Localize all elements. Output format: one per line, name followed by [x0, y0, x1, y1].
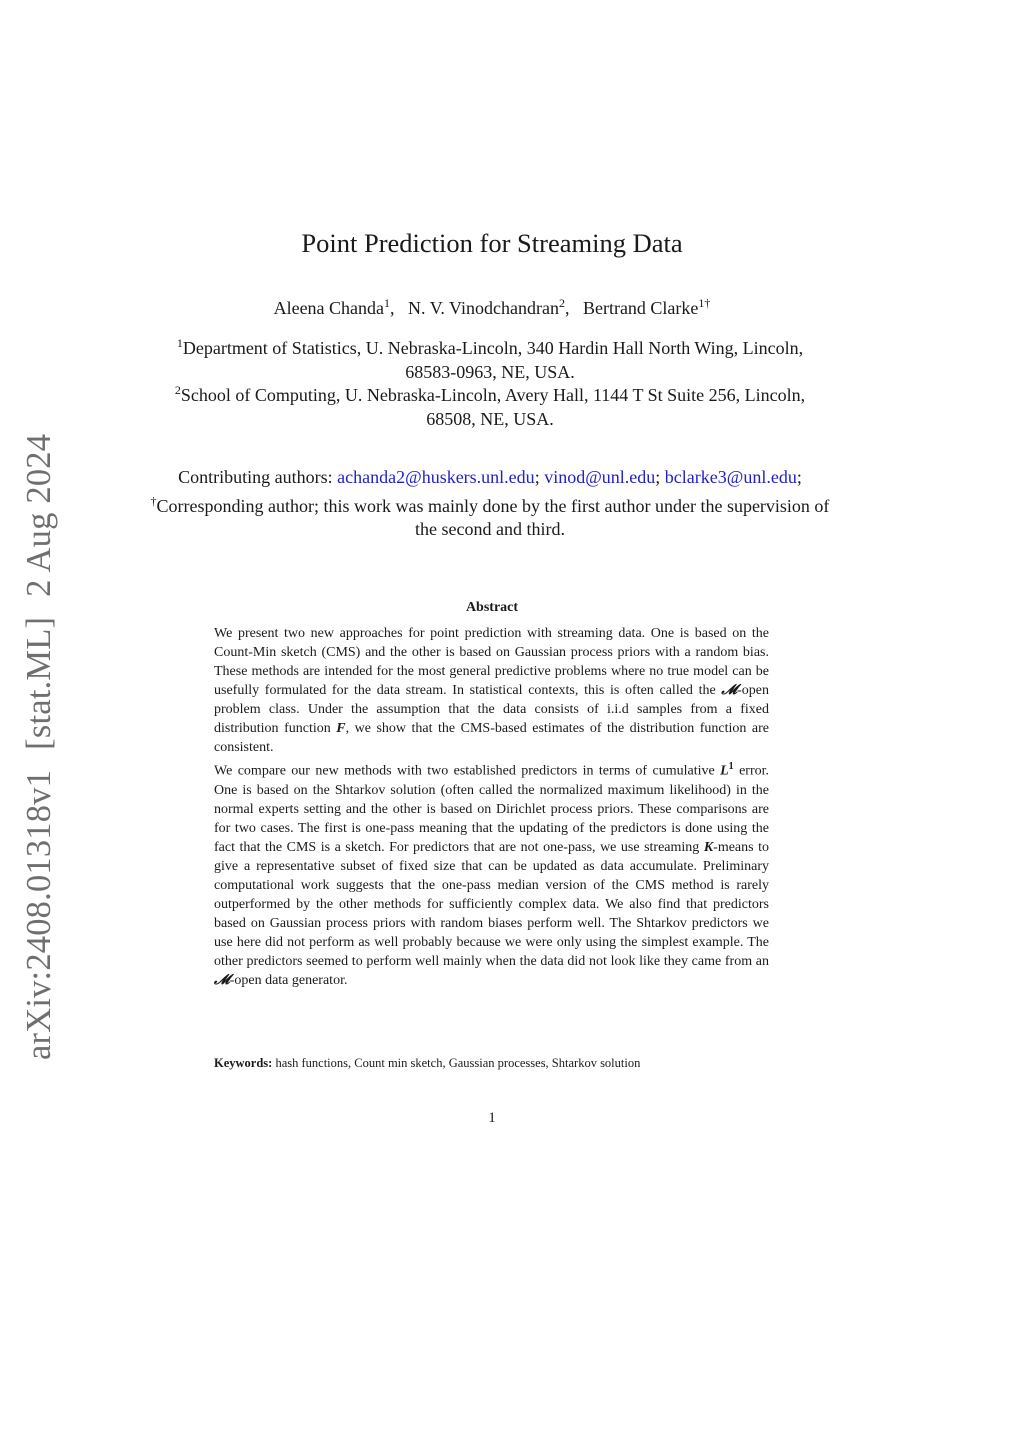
- affiliation-1: [150, 332, 830, 384]
- m-open-symbol: 𝓜: [214, 972, 230, 988]
- paper-title: Point Prediction for Streaming Data: [301, 228, 683, 258]
- arxiv-side-stamp: [20, 434, 59, 1060]
- author-name: Bertrand Clarke: [582, 298, 699, 318]
- affiliation-mark: 2: [174, 383, 181, 397]
- author-mark: 2: [558, 296, 565, 310]
- author-name: N. V. Vinodchandran: [408, 298, 559, 318]
- l1-superscript: 1: [728, 761, 734, 772]
- abstract-body: [214, 624, 769, 990]
- author-list: Aleena Chanda$^1$, N. V. Vinodchandran$^2$, Bertrand Clarke$^{1\dagger}$: [273, 296, 711, 318]
- abstract-text: error. One is based on the Shtarkov solution (often called the normalized maximum likelihood) in the normal experts setting and the other is based on Dirichlet process priors. These comparisons are for two cases. The first is one-pass meaning that the updating of the predictors is done using the fact that the CMS is a sketch. For predictors that are not one-pass, we use streaming: [214, 763, 770, 855]
- affiliation-text: School of Computing, U. Nebraska-Lincoln, Avery Hall, 1144 T St Suite 256, Lincoln, 68508, NE, USA.: [180, 385, 806, 429]
- m-open-symbol: 𝓜: [721, 683, 738, 698]
- contributing-label: Contributing authors:: [178, 467, 333, 487]
- arxiv-id: arXiv:2408.01318v1: [20, 769, 58, 1060]
- abstract-text: We present two new approaches for point prediction with streaming data. One is based on the Count-Min sketch (CMS) and the other is based on Gaussian process priors with a random bias. These methods are intended for the most general predictive problems where no true model can be usefully formulated for the data stream. In statistical contexts, this is often called the: [214, 626, 769, 698]
- abstract-text: -open data generator.: [229, 972, 348, 988]
- corresponding-author-note: [150, 490, 830, 542]
- affiliation-2: [150, 379, 830, 431]
- affiliation-mark: 1: [176, 336, 183, 350]
- distribution-symbol: F: [336, 721, 346, 736]
- email-link[interactable]: vinod@unl.edu: [544, 467, 656, 487]
- l1-symbol: L: [720, 763, 729, 779]
- page-number: 1: [488, 1110, 496, 1126]
- email-separator: ;: [796, 467, 802, 487]
- author-name: Aleena Chanda: [273, 298, 385, 318]
- corresponding-mark: †: [150, 493, 157, 508]
- abstract-text: -open problem class. Under the assumption that the data consists of i.i.d samples from a fixed distribution function: [214, 683, 769, 736]
- email-link[interactable]: bclarke3@unl.edu: [664, 467, 797, 487]
- author-mark: 1†: [698, 296, 711, 310]
- corresponding-text: Corresponding author; this work was mainly done by the first author under the supervision of the second and third.: [156, 495, 830, 539]
- abstract-text: -means to give a representative subset of fixed size that can be updated as data accumulate. Preliminary computational work suggests that the one-pass median version of the CMS method is rarely outperformed by the other methods for sufficiently complex data. We also find that predictors based on Gaussian process priors with random biases perform well. The Shtarkov predictors we use here did not perform as well probably because we were only using the simplest example. The other predictors seemed to perform well mainly when the data did not look like they came from an: [214, 839, 769, 969]
- arxiv-date: 2 Aug 2024: [20, 433, 58, 597]
- abstract-text: , we show that the CMS-based estimates of the distribution function are consistent.: [214, 721, 769, 755]
- abstract-paragraph: [214, 624, 769, 757]
- arxiv-category: [stat.ML]: [20, 616, 58, 750]
- abstract-text: We compare our new methods with two established predictors in terms of cumulative: [214, 763, 721, 779]
- author-mark: 1: [384, 296, 391, 310]
- contributing-authors-line: [150, 466, 830, 490]
- affiliation-text: Department of Statistics, U. Nebraska-Lincoln, 340 Hardin Hall North Wing, Lincoln, 68583-0963, NE, USA.: [182, 338, 804, 382]
- k-symbol: K: [703, 839, 714, 855]
- author-contact: [150, 466, 830, 542]
- abstract-heading: Abstract: [465, 600, 519, 615]
- keywords: [214, 1056, 814, 1071]
- email-separator: ;: [534, 467, 540, 487]
- keywords-label: Keywords:: [214, 1056, 273, 1070]
- email-separator: ;: [655, 467, 661, 487]
- keywords-text: hash functions, Count min sketch, Gaussian processes, Shtarkov solution: [275, 1056, 641, 1070]
- email-link[interactable]: achanda2@huskers.unl.edu: [337, 467, 535, 487]
- abstract-paragraph: [214, 757, 769, 990]
